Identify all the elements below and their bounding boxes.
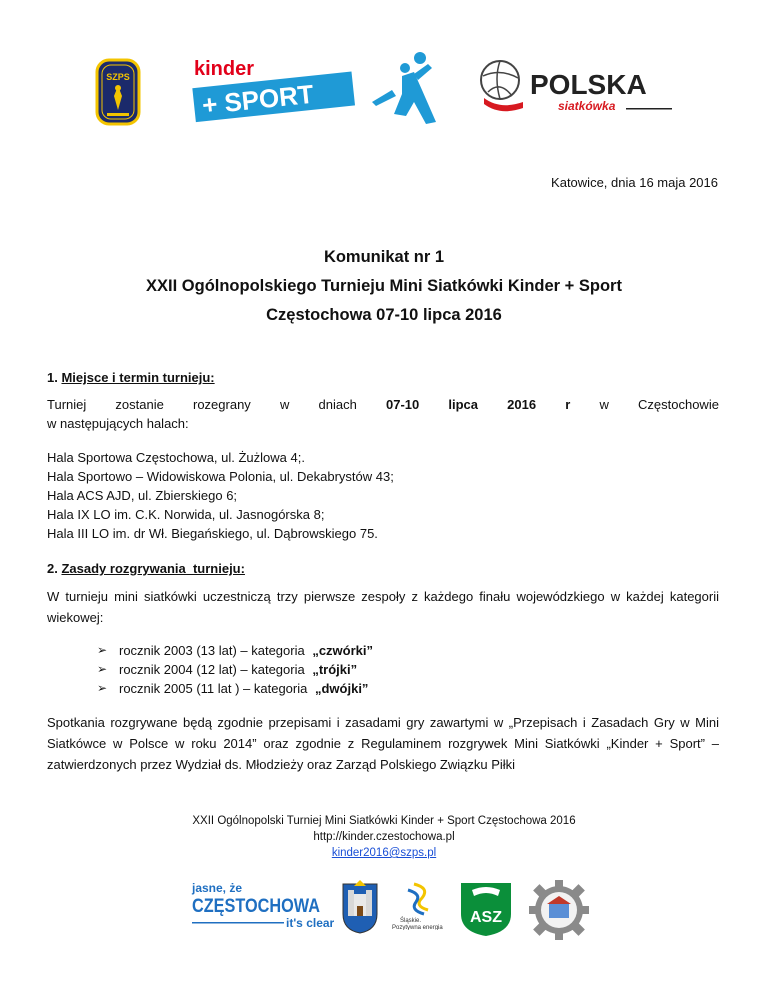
section-2-number: 2. bbox=[47, 561, 58, 576]
list-item: Hala ACS AJD, ul. Zbierskiego 6; bbox=[47, 488, 238, 503]
word: rozegrany bbox=[193, 397, 251, 412]
slaskie-text-1: Śląskie. bbox=[400, 918, 422, 924]
title-line-2: XXII Ogólnopolskiego Turnieju Mini Siatkówki Kinder + Sport bbox=[146, 277, 622, 295]
kinder-word: kinder bbox=[194, 58, 255, 80]
list-item bbox=[97, 660, 373, 679]
bullet-text: rocznik 2005 (11 lat ) – kategoria bbox=[119, 681, 311, 696]
document-date: Katowice, dnia 16 maja 2016 bbox=[551, 175, 718, 190]
czestochowa-bottom-text: it's clear bbox=[286, 916, 335, 930]
word: r bbox=[565, 397, 571, 412]
slaskie-logo bbox=[392, 880, 452, 930]
word: Turniej bbox=[47, 397, 87, 412]
section-2-heading bbox=[47, 561, 245, 576]
szps-logo bbox=[95, 58, 141, 126]
word: w bbox=[279, 397, 290, 412]
section-1-line-2: w następujących halach: bbox=[47, 416, 189, 431]
bullet-category: „dwójki” bbox=[314, 681, 369, 696]
slaskie-text-2: Pozytywna energia bbox=[392, 925, 443, 930]
footer-website-link[interactable]: http://kinder.czestochowa.pl bbox=[313, 831, 455, 843]
word: 2016 bbox=[507, 397, 537, 412]
polska-word: POLSKA bbox=[530, 69, 647, 100]
bullet-category: „czwórki” bbox=[312, 643, 374, 658]
bullet-text: rocznik 2004 (12 lat) – kategoria bbox=[119, 662, 309, 677]
footer-title: XXII Ogólnopolski Turniej Mini Siatkówki Kinder + Sport Częstochowa 2016 bbox=[192, 815, 576, 827]
word: lipca bbox=[448, 397, 479, 412]
gear-crest-icon bbox=[527, 878, 591, 942]
page-footer bbox=[40, 813, 728, 861]
list-item: Hala IX LO im. C.K. Norwida, ul. Jasnogórska 8; bbox=[47, 507, 325, 522]
list-item bbox=[97, 641, 373, 660]
halls-list bbox=[47, 448, 394, 543]
volleyball-ball-icon bbox=[481, 61, 523, 111]
sport-word: + SPORT bbox=[200, 78, 316, 121]
list-item: Hala Sportowa Częstochowa, ul. Żużlowa 4;. bbox=[47, 450, 305, 465]
document-title bbox=[40, 243, 728, 330]
arrow-bullet-icon: ➢ bbox=[97, 681, 108, 695]
word: dniach bbox=[318, 397, 357, 412]
bullet-text: rocznik 2003 (13 lat) – kategoria bbox=[119, 643, 309, 658]
asz-text: ASZ bbox=[470, 909, 502, 926]
title-line-3: Częstochowa 07-10 lipca 2016 bbox=[266, 306, 502, 324]
section-1-title: Miejsce i termin turnieju: bbox=[61, 370, 215, 385]
arrow-bullet-icon: ➢ bbox=[97, 643, 108, 657]
list-item bbox=[97, 679, 373, 698]
word: zostanie bbox=[115, 397, 164, 412]
siatkowka-word: siatkówka bbox=[558, 99, 616, 113]
list-item: Hala III LO im. dr Wł. Biegańskiego, ul. Dąbrowskiego 75. bbox=[47, 526, 378, 541]
czestochowa-top-text: jasne, że bbox=[192, 881, 243, 895]
arrow-bullet-icon: ➢ bbox=[97, 662, 108, 676]
section-1-line-1 bbox=[47, 397, 719, 412]
category-list bbox=[97, 641, 373, 698]
footer-email-link[interactable]: kinder2016@szps.pl bbox=[331, 847, 437, 859]
section-1-heading bbox=[47, 370, 215, 385]
bullet-category: „trójki” bbox=[312, 662, 358, 677]
szps-text: SZPS bbox=[106, 72, 130, 82]
section-2-intro: W turnieju mini siatkówki uczestniczą trzy pierwsze zespoły z każdego finału wojewódzkiego w każdej kategorii wiekowej: bbox=[47, 589, 719, 625]
czestochowa-main-text: CZĘSTOCHOWA bbox=[192, 896, 321, 917]
polska-siatkowka-logo bbox=[478, 58, 678, 116]
title-line-1: Komunikat nr 1 bbox=[323, 248, 445, 266]
asz-logo bbox=[458, 880, 514, 938]
city-crest-icon bbox=[340, 880, 380, 935]
section-2-rules: Spotkania rozgrywane będą zgodnie przepisami i zasadami gry zawartymi w „Przepisach i Zasadach Gry w Mini Siatkówce w Polsce w roku 2014” oraz zgodnie z Regulaminem rozgrywek Mini Siatkówki „Kinder + Sport” – zatwierdzonych przez Wydział ds. Młodzieży oraz Zarząd Polskiego Związku Piłki bbox=[47, 715, 719, 772]
word: w bbox=[599, 397, 609, 412]
czestochowa-logo bbox=[190, 880, 340, 930]
volleyball-player-icon bbox=[372, 52, 436, 124]
section-1-number: 1. bbox=[47, 370, 58, 385]
word: 07-10 bbox=[385, 397, 420, 412]
word: Częstochowie bbox=[638, 397, 719, 412]
list-item: Hala Sportowo – Widowiskowa Polonia, ul. Dekabrystów 43; bbox=[47, 469, 394, 484]
kinder-sport-logo bbox=[192, 50, 440, 128]
section-2-title: Zasady rozgrywania turnieju: bbox=[61, 561, 245, 576]
